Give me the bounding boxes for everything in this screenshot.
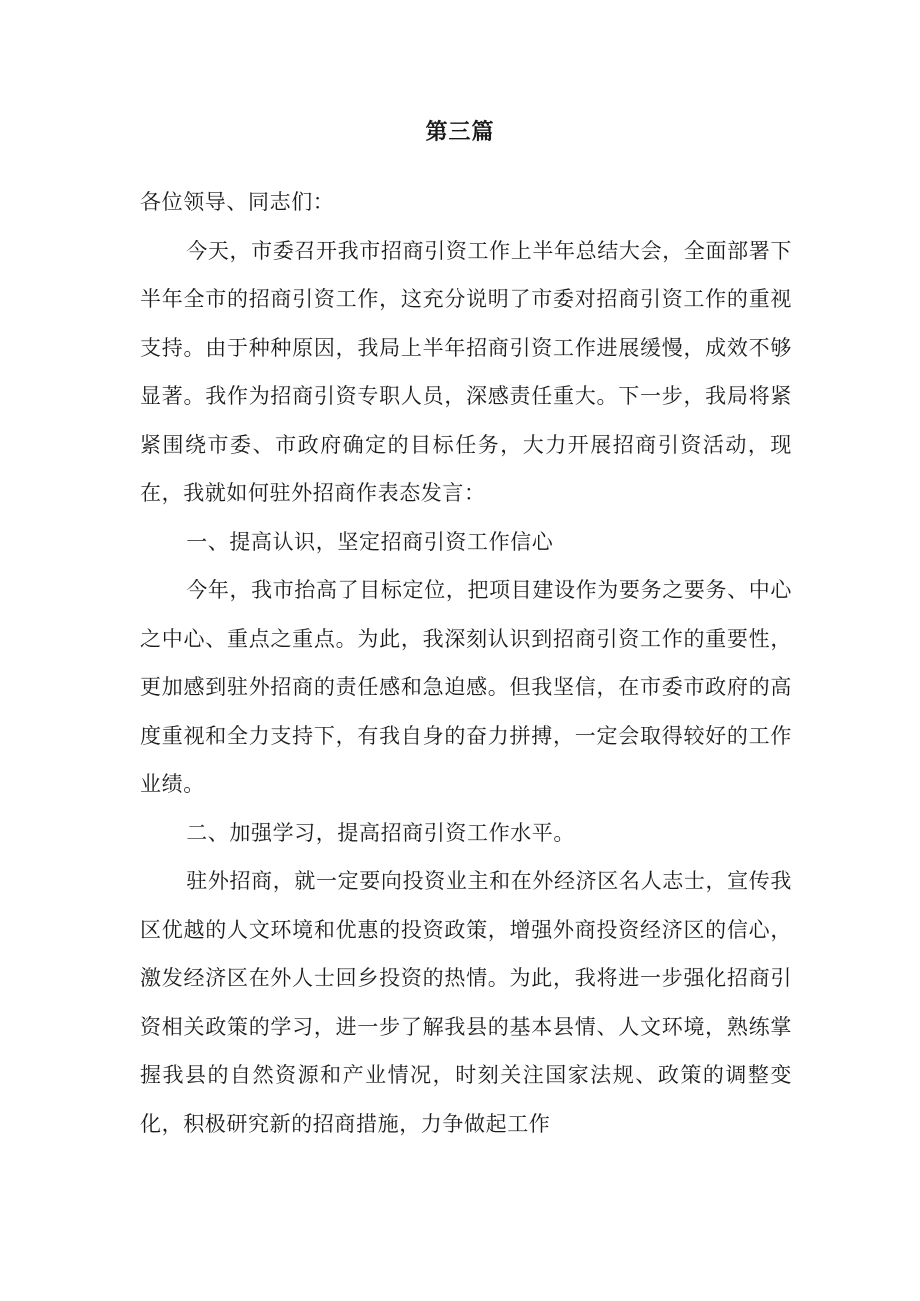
document-body xyxy=(140,178,792,1148)
document-title: 第三篇 xyxy=(425,119,495,145)
section-heading-2: 二、加强学习，提高招商引资工作水平。 xyxy=(186,820,575,845)
paragraph-section-2: 驻外招商，就一定要向投资业主和在外经济区名人志士，宣传我区优越的人文环境和优惠的投资政策，增强外商投资经济区的信心，激发经济区在外人士回乡投资的热情。为此，我将进一步强化招商引资相关政策的学习，进一步了解我县的基本县情、人文环境，熟练掌握我县的自然资源和产业情况，时刻关注国家法规、政策的调整变化，积极研究新的招商措施，力争做起工作 xyxy=(140,869,792,1136)
salutation: 各位领导、同志们： xyxy=(140,190,335,214)
paragraph-section-1: 今年，我市抬高了目标定位，把项目建设作为要务之要务、中心之中心、重点之重点。为此，我深刻认识到招商引资工作的重要性，更加感到驻外招商的责任感和急迫感。但我坚信，在市委市政府的高度重视和全力支持下，有我自身的奋力拼搏，一定会取得较好的工作业绩。 xyxy=(140,578,792,796)
section-heading-1: 一、提高认识，坚定招商引资工作信心 xyxy=(186,529,554,554)
paragraph-intro: 今天，市委召开我市招商引资工作上半年总结大会，全面部署下半年全市的招商引资工作，这充分说明了市委对招商引资工作的重视支持。由于种种原因，我局上半年招商引资工作进展缓慢，成效不够显著。我作为招商引资专职人员，深感责任重大。下一步，我局将紧紧围绕市委、市政府确定的目标任务，大力开展招商引资活动，现在，我就如何驻外招商作表态发言： xyxy=(140,238,792,505)
